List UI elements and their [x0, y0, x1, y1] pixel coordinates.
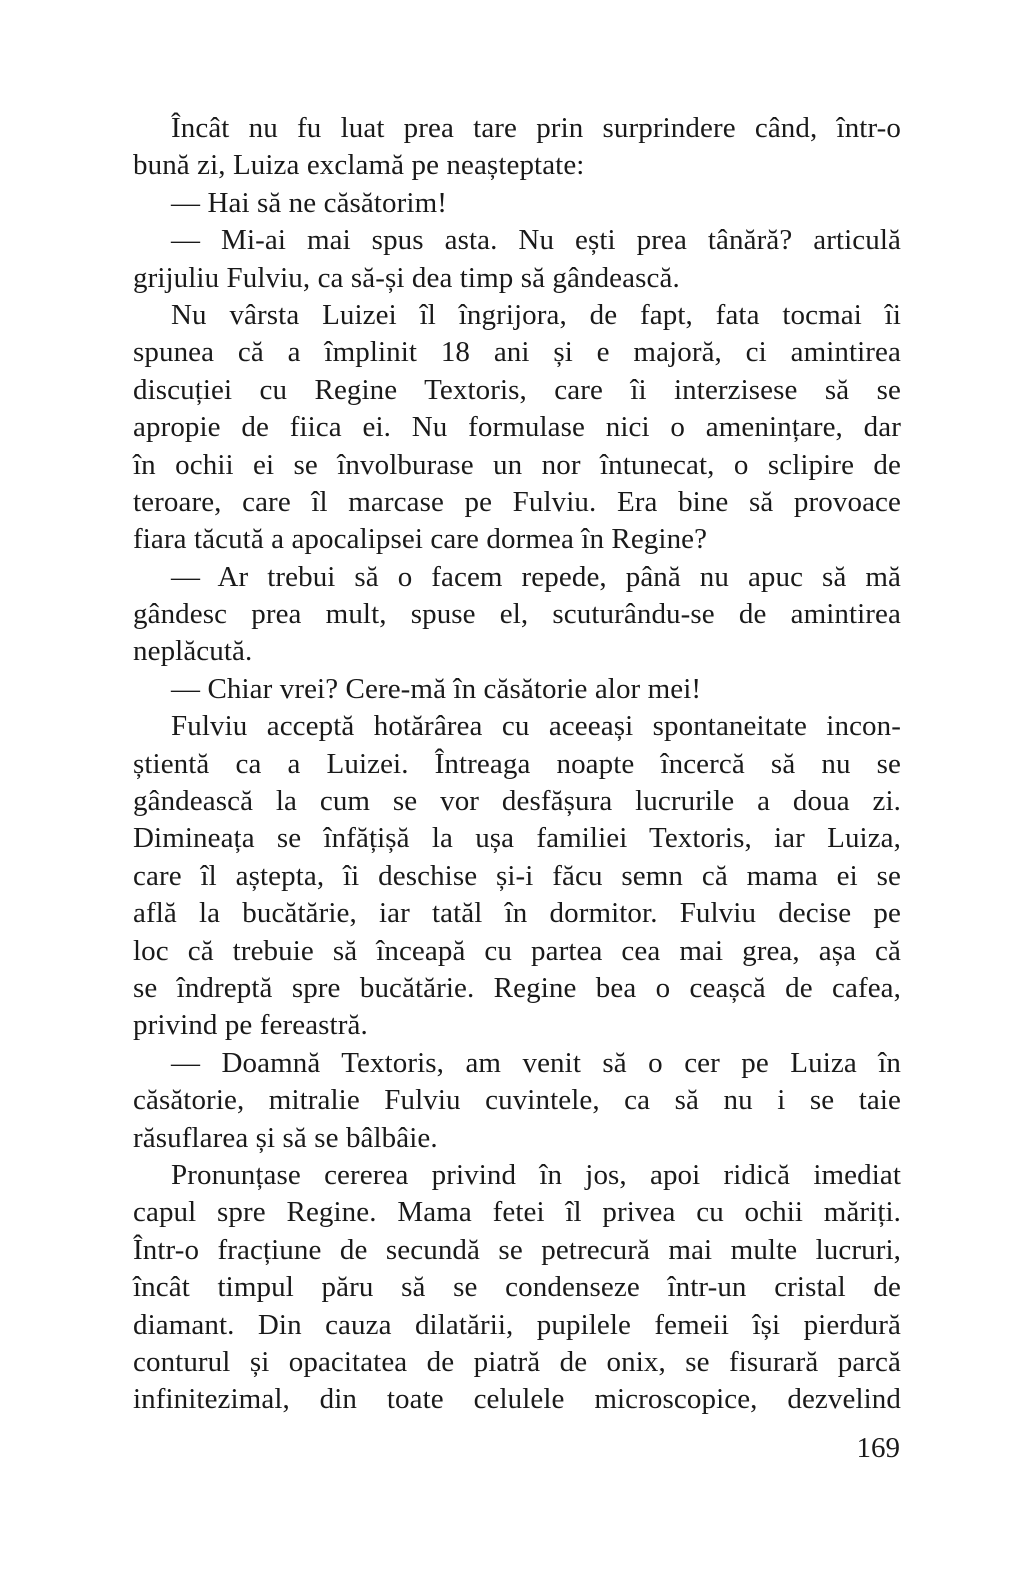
text-line: în ochii ei se învolburase un nor întunecat, o sclipire de	[133, 448, 901, 481]
text-line: — Hai să ne căsătorim!	[171, 186, 447, 219]
text-line: Nu vârsta Luizei îl îngrijora, de fapt, fata tocmai îi	[171, 298, 901, 331]
text-line: diamant. Din cauza dilatării, pupilele femeii își pierdură	[133, 1308, 901, 1341]
text-line: privind pe fereastră.	[133, 1009, 368, 1042]
text-line: Încât nu fu luat prea tare prin surprindere când, într-o	[171, 112, 901, 144]
text-line: teroare, care îl marcase pe Fulviu. Era bine să provoace	[133, 485, 901, 518]
text-line: încât timpul păru să se condenseze într-un cristal de	[133, 1271, 901, 1304]
text-line: Pronunțase cererea privind în jos, apoi ridică imediat	[171, 1158, 901, 1191]
text-line: Dimineața se înfățișă la ușa familiei Textoris, iar Luiza,	[133, 822, 901, 855]
text-line: neplăcută.	[133, 635, 253, 668]
page-number: 169	[856, 1432, 900, 1464]
text-line: răsuflarea și să se bâlbâie.	[133, 1121, 438, 1154]
text-line: gândească la cum se vor desfășura lucrurile a doua zi.	[133, 785, 901, 818]
text-line: știentă ca a Luizei. Întreaga noapte încercă să nu se	[133, 747, 901, 780]
text-line: bună zi, Luiza exclamă pe neașteptate:	[133, 149, 585, 182]
text-line: capul spre Regine. Mama fetei îl privea cu ochii măriți.	[133, 1196, 901, 1229]
text-line: gândesc prea mult, spuse el, scuturându-se de amintirea	[133, 598, 901, 631]
text-line: — Chiar vrei? Cere-mă în căsătorie alor mei!	[171, 672, 702, 705]
text-line: se îndreptă spre bucătărie. Regine bea o ceașcă de cafea,	[133, 971, 901, 1004]
text-line: — Ar trebui să o facem repede, până nu apuc să mă	[171, 560, 901, 593]
text-line: conturul și opacitatea de piatră de onix, se fisurară parcă	[133, 1345, 901, 1378]
text-line: căsătorie, mitralie Fulviu cuvintele, ca să nu i se taie	[133, 1084, 901, 1117]
text-line: Într-o fracțiune de secundă se petrecură mai multe lucruri,	[133, 1233, 901, 1266]
text-line: fiara tăcută a apocalipsei care dormea în Regine?	[133, 523, 708, 556]
text-line: — Mi-ai mai spus asta. Nu ești prea tânără? articulă	[171, 224, 901, 257]
text-line: care îl aștepta, îi deschise și-i făcu semn că mama ei se	[133, 859, 901, 892]
text-line: discuției cu Regine Textoris, care îi interzisese să se	[133, 373, 901, 406]
text-line: află la bucătărie, iar tatăl în dormitor. Fulviu decise pe	[133, 897, 901, 930]
text-line: spunea că a împlinit 18 ani și e majoră, ci amintirea	[133, 336, 901, 369]
text-line: grijuliu Fulviu, ca să-și dea timp să gândească.	[133, 261, 680, 294]
text-line: — Doamnă Textoris, am venit să o cer pe Luiza în	[171, 1046, 901, 1079]
text-line: Fulviu acceptă hotărârea cu aceeași spontaneitate incon-	[171, 710, 901, 743]
text-line: apropie de fiica ei. Nu formulase nici o amenințare, dar	[133, 411, 901, 444]
text-line: infinitezimal, din toate celulele microscopice, dezvelind	[133, 1383, 901, 1416]
text-line: loc că trebuie să înceapă cu partea cea mai grea, așa că	[133, 934, 901, 967]
body-text	[133, 110, 901, 1419]
